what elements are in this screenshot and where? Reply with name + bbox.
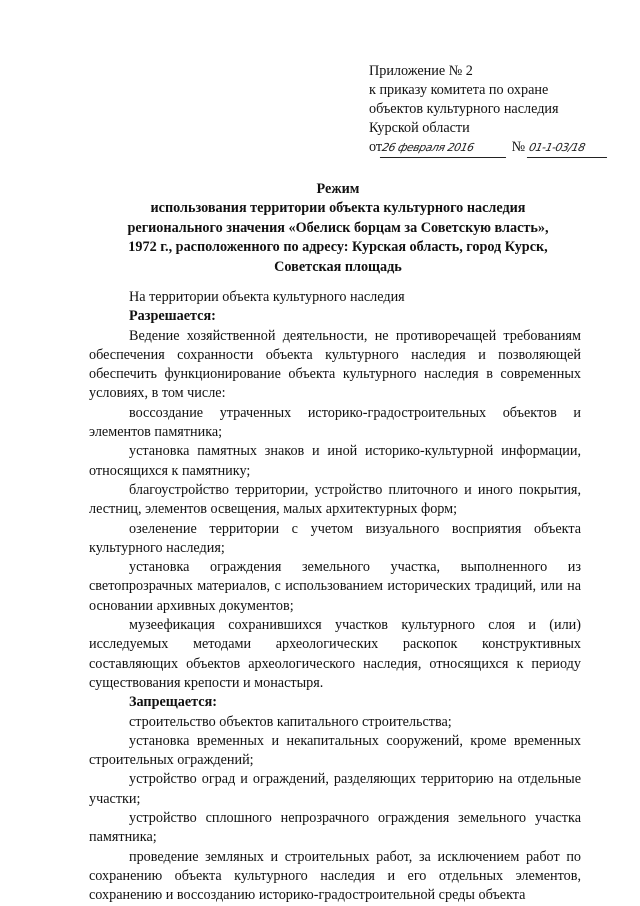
allowed-heading: Разрешается: [129, 308, 216, 325]
allowed-item: благоустройство территории, устройство плиточного и иного покрытия, лестниц, элементов освещения, малых архитектурных форм; [89, 481, 581, 518]
title-line-5: Советская площадь [274, 258, 402, 275]
forbidden-item: устройство оград и ограждений, разделяющих территорию на отдельные участки; [89, 771, 581, 807]
title-line-4: 1972 г., расположенного по адресу: Курская область, город Курск, [128, 239, 548, 256]
allowed-item: воссоздание утраченных историко-градостроительных объектов и элементов памятника; [89, 404, 581, 441]
handwritten-date: 26 февраля 2016 [380, 138, 510, 158]
appendix-region: Курской области [369, 120, 470, 136]
appendix-block [369, 62, 609, 158]
allowed-item: озеленение территории с учетом визуального восприятия объекта культурного наследия; [89, 520, 581, 556]
forbidden-item: проведение земляных и строительных работ, за исключением работ по сохранению объекта культурного наследия и его отдельных элементов, сохранению и воссозданию историко-градостроительной среды объекта [89, 848, 581, 904]
number-prefix: № [511, 139, 526, 155]
document-title [100, 180, 576, 277]
forbidden-heading: Запрещается: [129, 694, 217, 711]
title-line-1: Режим [316, 181, 360, 197]
title-line-2: использования территории объекта культурного наследия [150, 200, 526, 217]
allowed-item: установка ограждения земельного участка, выполненного из светопрозрачных материалов, с использованием исторических традиций, или на основании архивных документов; [89, 559, 581, 614]
forbidden-item: установка временных и некапитальных сооружений, кроме временных строительных ограждений; [89, 732, 581, 769]
appendix-date-line [369, 138, 609, 158]
appendix-order-ref: к приказу комитета по охране [369, 82, 549, 98]
document-body [89, 288, 581, 906]
title-line-3: регионального значения «Обелиск борцам за Советскую власть», [127, 219, 549, 236]
appendix-number: Приложение № 2 [369, 63, 473, 79]
allowed-item: музеефикация сохранившихся участков культурного слоя и (или) исследуемых методами археологических раскопок конструктивных составляющих объектов археологического наследия, относящихся к периоду существования крепости и монастыря. [89, 617, 581, 691]
intro-paragraph: На территории объекта культурного наследия [129, 289, 405, 305]
allowed-item: установка памятных знаков и иной историко-культурной информации, относящихся к памятнику; [89, 443, 581, 479]
handwritten-number: 01-1-03/18 [527, 138, 611, 158]
allowed-item: Ведение хозяйственной деятельности, не противоречащей требованиям обеспечения сохранности объекта культурного наследия и позволяющей обеспечить функционирование объекта культурного наследия в современных условиях, в том числе: [89, 327, 581, 402]
forbidden-item: строительство объектов капитального строительства; [129, 713, 452, 730]
date-prefix: от [369, 139, 383, 155]
forbidden-item: устройство сплошного непрозрачного ограждения земельного участка памятника; [89, 810, 581, 846]
appendix-committee: объектов культурного наследия [369, 101, 559, 117]
